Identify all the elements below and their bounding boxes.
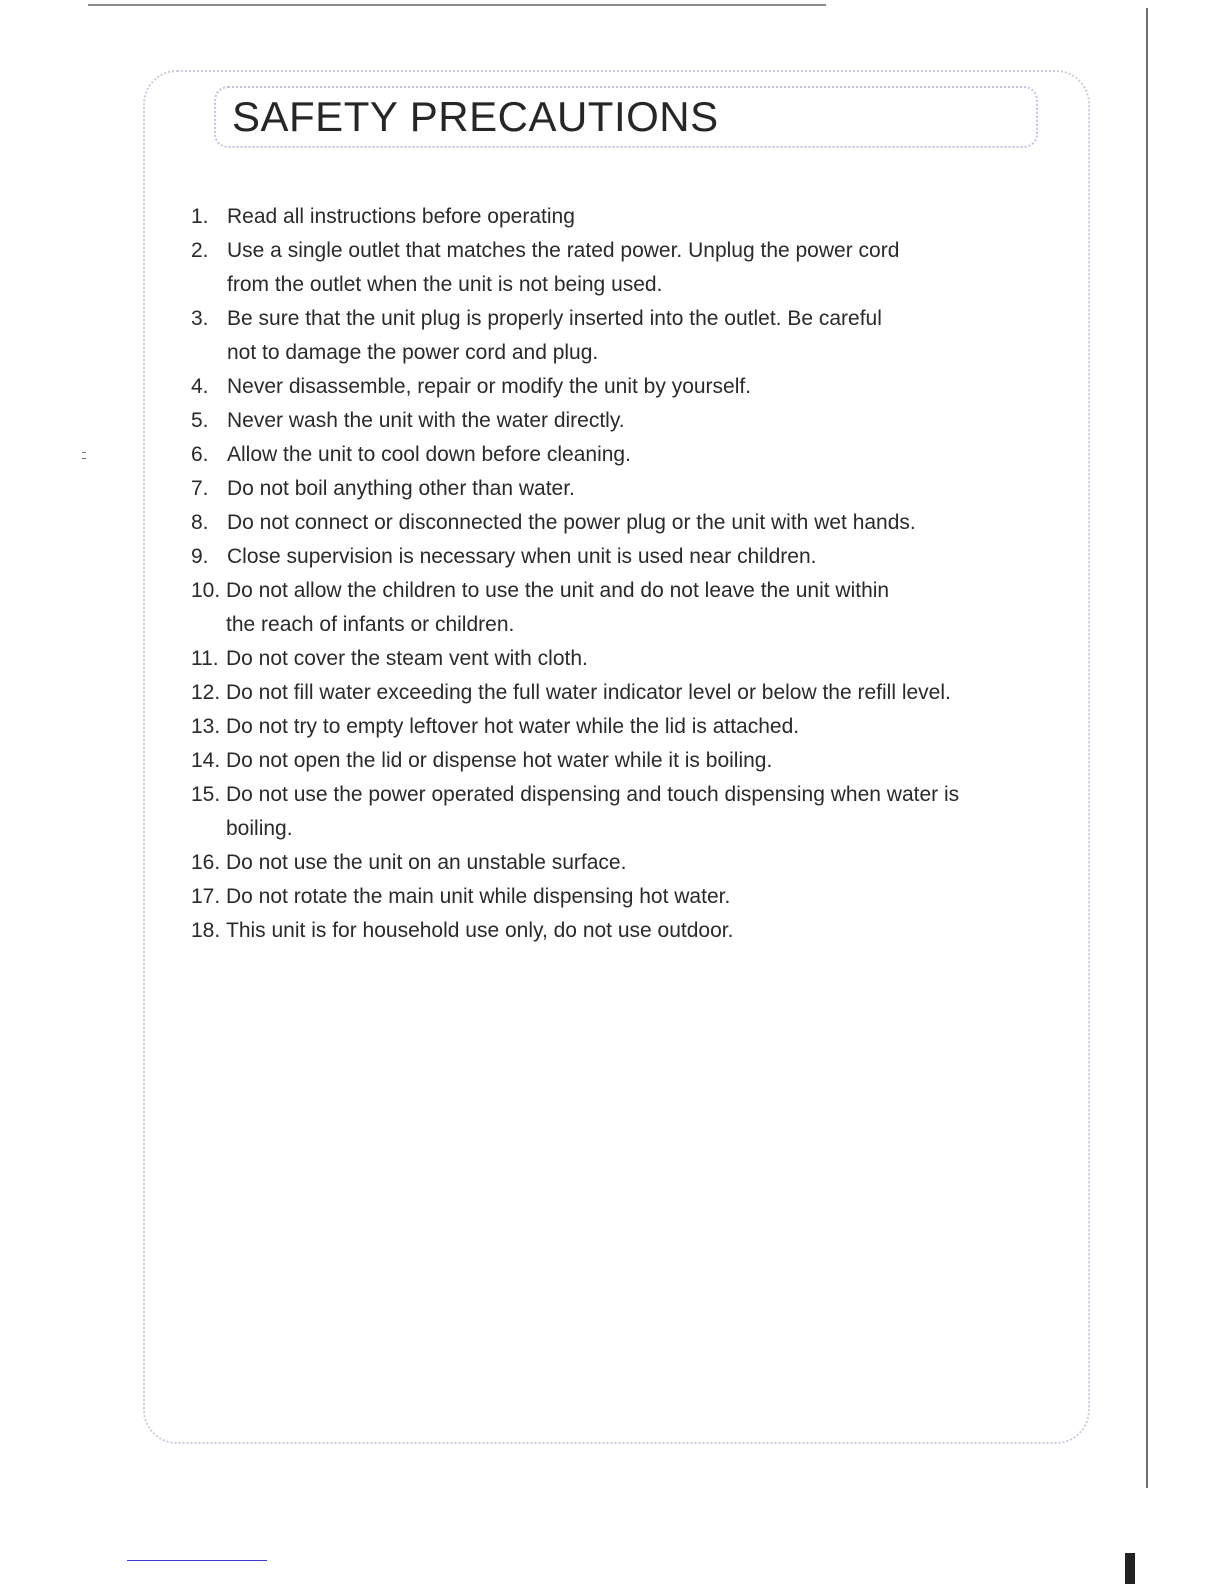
precaution-number — [191, 812, 226, 846]
precaution-text: the reach of infants or children. — [226, 613, 515, 636]
precaution-text: Allow the unit to cool down before cleaning. — [227, 443, 631, 466]
precaution-number: 8. — [191, 511, 209, 534]
precaution-number — [191, 608, 226, 642]
precaution-item-continuation — [191, 812, 1071, 846]
precaution-item — [191, 404, 1071, 438]
precaution-text: Do not boil anything other than water. — [227, 477, 575, 500]
precaution-item — [191, 234, 1071, 268]
precaution-text: boiling. — [226, 817, 293, 840]
precaution-item-continuation — [191, 608, 1071, 642]
precaution-number: 7. — [191, 477, 209, 500]
scan-edge-left-mark — [82, 452, 86, 459]
precaution-number: 4. — [191, 375, 209, 398]
precaution-text: Never disassemble, repair or modify the unit by yourself. — [227, 375, 752, 398]
precautions-list — [191, 200, 1071, 948]
precaution-text: Be sure that the unit plug is properly inserted into the outlet. Be careful — [227, 307, 882, 330]
precaution-item — [191, 574, 1071, 608]
scan-edge-bottom-line — [127, 1560, 267, 1561]
precaution-item — [191, 710, 1071, 744]
precaution-number: 6. — [191, 443, 209, 466]
precaution-number: 3. — [191, 307, 209, 330]
page-title: SAFETY PRECAUTIONS — [232, 93, 719, 140]
precaution-number: 9. — [191, 545, 209, 568]
precaution-item — [191, 778, 1071, 812]
precaution-number: 15. — [191, 783, 221, 806]
precaution-number: 18. — [191, 919, 221, 942]
precaution-number: 14. — [191, 749, 221, 772]
precaution-text: Never wash the unit with the water directly. — [227, 409, 625, 432]
precaution-number: 5. — [191, 409, 209, 432]
precaution-item — [191, 914, 1071, 948]
precaution-number: 2. — [191, 239, 209, 262]
precaution-number — [191, 336, 227, 370]
precaution-item — [191, 302, 1071, 336]
precaution-text: Do not use the unit on an unstable surface. — [226, 851, 627, 874]
precaution-item — [191, 744, 1071, 778]
precaution-item — [191, 370, 1071, 404]
precaution-item — [191, 846, 1071, 880]
precaution-number: 13. — [191, 715, 221, 738]
precaution-item — [191, 880, 1071, 914]
precaution-item — [191, 642, 1071, 676]
precaution-item — [191, 506, 1071, 540]
precaution-item — [191, 540, 1071, 574]
scan-edge-top — [88, 4, 826, 6]
precaution-text: Do not cover the steam vent with cloth. — [226, 647, 588, 670]
precaution-text: This unit is for household use only, do not use outdoor. — [226, 919, 734, 942]
precaution-number: 10. — [191, 579, 221, 602]
precaution-item-continuation — [191, 336, 1071, 370]
precaution-text: Do not connect or disconnected the power plug or the unit with wet hands. — [227, 511, 916, 534]
scan-edge-right — [1146, 8, 1148, 1488]
precaution-text: Do not rotate the main unit while dispensing hot water. — [226, 885, 731, 908]
precaution-text: Do not use the power operated dispensing and touch dispensing when water is — [226, 783, 960, 806]
precaution-item-continuation — [191, 268, 1071, 302]
precaution-item — [191, 676, 1071, 710]
precaution-number: 12. — [191, 681, 221, 704]
precaution-text: from the outlet when the unit is not being used. — [227, 273, 663, 296]
precaution-text: Read all instructions before operating — [227, 205, 575, 228]
precaution-text: Close supervision is necessary when unit is used near children. — [227, 545, 817, 568]
precaution-number: 11. — [191, 647, 219, 670]
precaution-text: Do not allow the children to use the unit and do not leave the unit within — [226, 579, 890, 602]
precaution-text: Use a single outlet that matches the rated power. Unplug the power cord — [227, 239, 900, 262]
precaution-text: Do not open the lid or dispense hot water while it is boiling. — [226, 749, 773, 772]
precaution-text: Do not fill water exceeding the full water indicator level or below the refill level. — [226, 681, 951, 704]
precaution-text: Do not try to empty leftover hot water while the lid is attached. — [226, 715, 800, 738]
precaution-number: 17. — [191, 885, 221, 908]
precaution-item — [191, 438, 1071, 472]
precaution-text: not to damage the power cord and plug. — [227, 341, 599, 364]
precaution-number — [191, 268, 227, 302]
precaution-item — [191, 200, 1071, 234]
precaution-number: 1. — [191, 205, 209, 228]
precaution-number: 16. — [191, 851, 221, 874]
scan-edge-mark — [1125, 1553, 1135, 1584]
precaution-item — [191, 472, 1071, 506]
